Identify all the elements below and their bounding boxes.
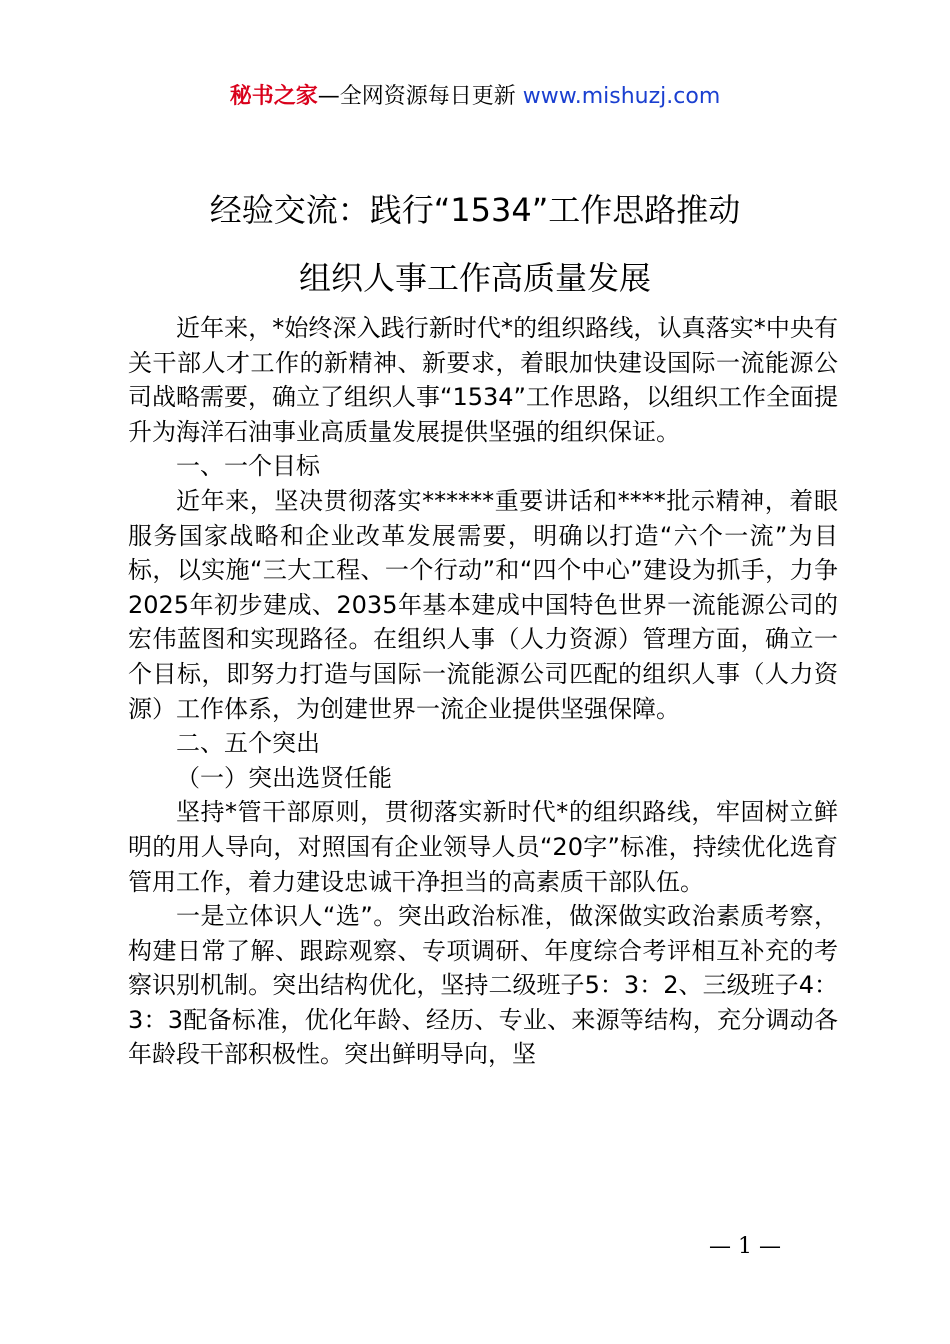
document-title-line-1: 经验交流：践行“1534”工作思路推动	[209, 191, 741, 229]
subsection-1-point-1: 一是立体识人“选”。突出政治标准，做深做实政治素质考察，构建日常了解、跟踪观察、专项调研、年度综合考评相互补充的考察识别机制。突出结构优化，坚持二级班子5：3：2、三级班子4：3：3配备标准，优化年龄、经历、专业、来源等结构，充分调动各年龄段干部积极性。突出鲜明导向，坚	[128, 902, 838, 1069]
section-heading-1: 一、一个目标	[176, 452, 320, 481]
section-heading-2: 二、五个突出	[176, 729, 320, 758]
section-1-paragraph: 近年来，坚决贯彻落实******重要讲话和****批示精神，着眼服务国家战略和企业改革发展需要，明确以打造“六个一流”为目标，以实施“三大工程、一个行动”和“四个中心”建设为抓手，力争2025年初步建成、2035年基本建成中国特色世界一流能源公司的宏伟蓝图和实现路径。在组织人事（人力资源）管理方面，确立一个目标，即努力打造与国际一流能源公司匹配的组织人事（人力资源）工作体系，为创建世界一流企业提供坚强保障。	[128, 486, 838, 723]
subsection-1-paragraph: 坚持*管干部原则，贯彻落实新时代*的组织路线，牢固树立鲜明的用人导向，对照国有企业领导人员“20字”标准，持续优化选育管用工作，着力建设忠诚干净担当的高素质干部队伍。	[128, 798, 838, 896]
site-brand: 秘书之家	[229, 84, 318, 109]
subsection-heading-1: （一）突出选贤任能	[176, 763, 392, 792]
site-tagline: —全网资源每日更新	[317, 84, 523, 109]
document-title-line-2: 组织人事工作高质量发展	[298, 259, 651, 297]
intro-paragraph: 近年来，*始终深入践行新时代*的组织路线，认真落实*中央有关干部人才工作的新精神、新要求，着眼加快建设国际一流能源公司战略需要，确立了组织人事“1534”工作思路，以组织工作全面提升为海洋石油事业高质量发展提供坚强的组织保证。	[128, 314, 838, 446]
page-number: — 1 —	[709, 1234, 781, 1259]
document-body	[128, 311, 838, 1072]
site-url-link[interactable]: www.mishuzj.com	[522, 84, 721, 109]
site-header	[0, 80, 950, 114]
